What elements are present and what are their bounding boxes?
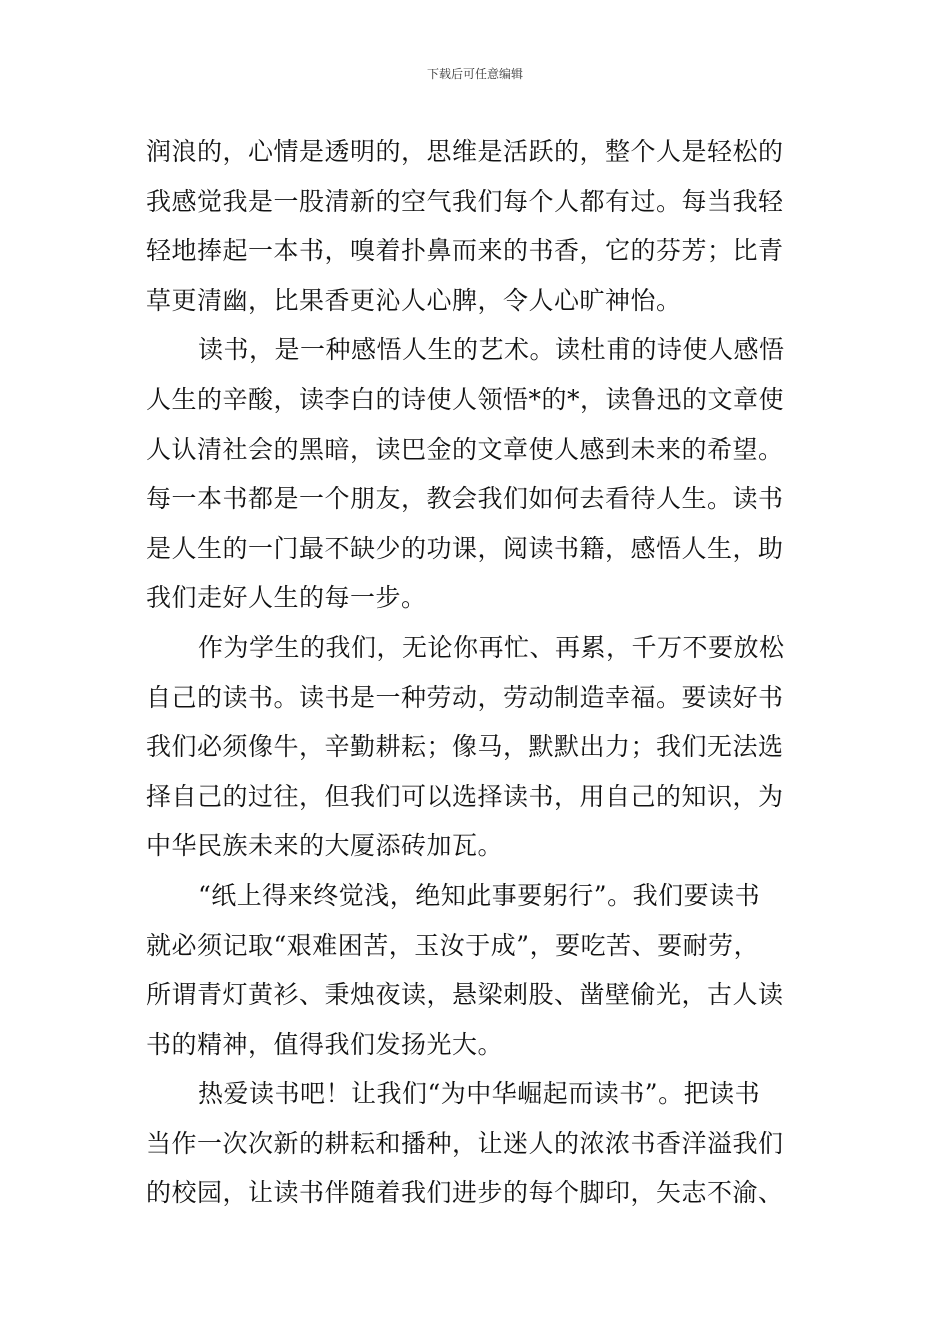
text-line: 每一本书都是一个朋友，教会我们如何去看待人生。读书 bbox=[146, 484, 784, 514]
paragraph bbox=[146, 127, 808, 325]
text-line: 所谓青灯黄衫、秉烛夜读，悬梁刺股、凿壁偷光，古人读 bbox=[146, 980, 784, 1010]
text-line: 是人生的一门最不缺少的功课，阅读书籍，感悟人生，助 bbox=[146, 533, 784, 563]
text-line: 轻地捧起一本书，嗅着扑鼻而来的书香，它的芬芳；比青 bbox=[146, 236, 784, 266]
text-line: 自己的读书。读书是一种劳动，劳动制造幸福。要读好书 bbox=[146, 682, 784, 712]
page-header: 下载后可任意编辑 bbox=[426, 67, 523, 81]
text-line: 择自己的过往，但我们可以选择读书，用自己的知识，为 bbox=[146, 781, 784, 811]
text-line: “纸上得来终觉浅，绝知此事要躬行”。我们要读书 bbox=[198, 880, 761, 910]
text-line: 草更清幽，比果香更沁人心脾，令人心旷神怡。 bbox=[146, 285, 682, 315]
text-line: 书的精神，值得我们发扬光大。 bbox=[146, 1029, 504, 1059]
text-line: 润浪的，心情是透明的，思维是活跃的，整个人是轻松的 bbox=[146, 137, 784, 166]
paragraph bbox=[146, 871, 808, 1069]
text-line: 的校园，让读书伴随着我们进步的每个脚印，矢志不渝、 bbox=[146, 1178, 784, 1208]
text-line: 当作一次次新的耕耘和播种，让迷人的浓浓书香洋溢我们 bbox=[146, 1128, 784, 1158]
text-line: 就必须记取“艰难困苦，玉汝于成”，要吃苦、要耐劳， bbox=[146, 930, 760, 960]
text-line: 读书，是一种感悟人生的艺术。读杜甫的诗使人感悟 bbox=[198, 335, 785, 365]
text-line: 中华民族未来的大厦添砖加瓦。 bbox=[146, 831, 504, 861]
text-line: 作为学生的我们，无论你再忙、再累，千万不要放松 bbox=[198, 632, 785, 662]
paragraph bbox=[146, 1069, 808, 1218]
text-line: 我感觉我是一股清新的空气我们每个人都有过。每当我轻 bbox=[146, 186, 784, 216]
text-line: 人认清社会的黑暗，读巴金的文章使人感到未来的希望。 bbox=[146, 434, 784, 464]
text-line: 热爱读书吧！让我们“为中华崛起而读书”。把读书 bbox=[198, 1079, 761, 1109]
text-line: 我们走好人生的每一步。 bbox=[146, 583, 427, 613]
paragraph bbox=[146, 623, 808, 871]
text-line: 人生的辛酸，读李白的诗使人领悟*的*，读鲁迅的文章使 bbox=[146, 384, 785, 414]
document-body bbox=[146, 127, 808, 1218]
text-line: 我们必须像牛，辛勤耕耘；像马，默默出力；我们无法选 bbox=[146, 732, 784, 762]
paragraph bbox=[146, 325, 808, 623]
